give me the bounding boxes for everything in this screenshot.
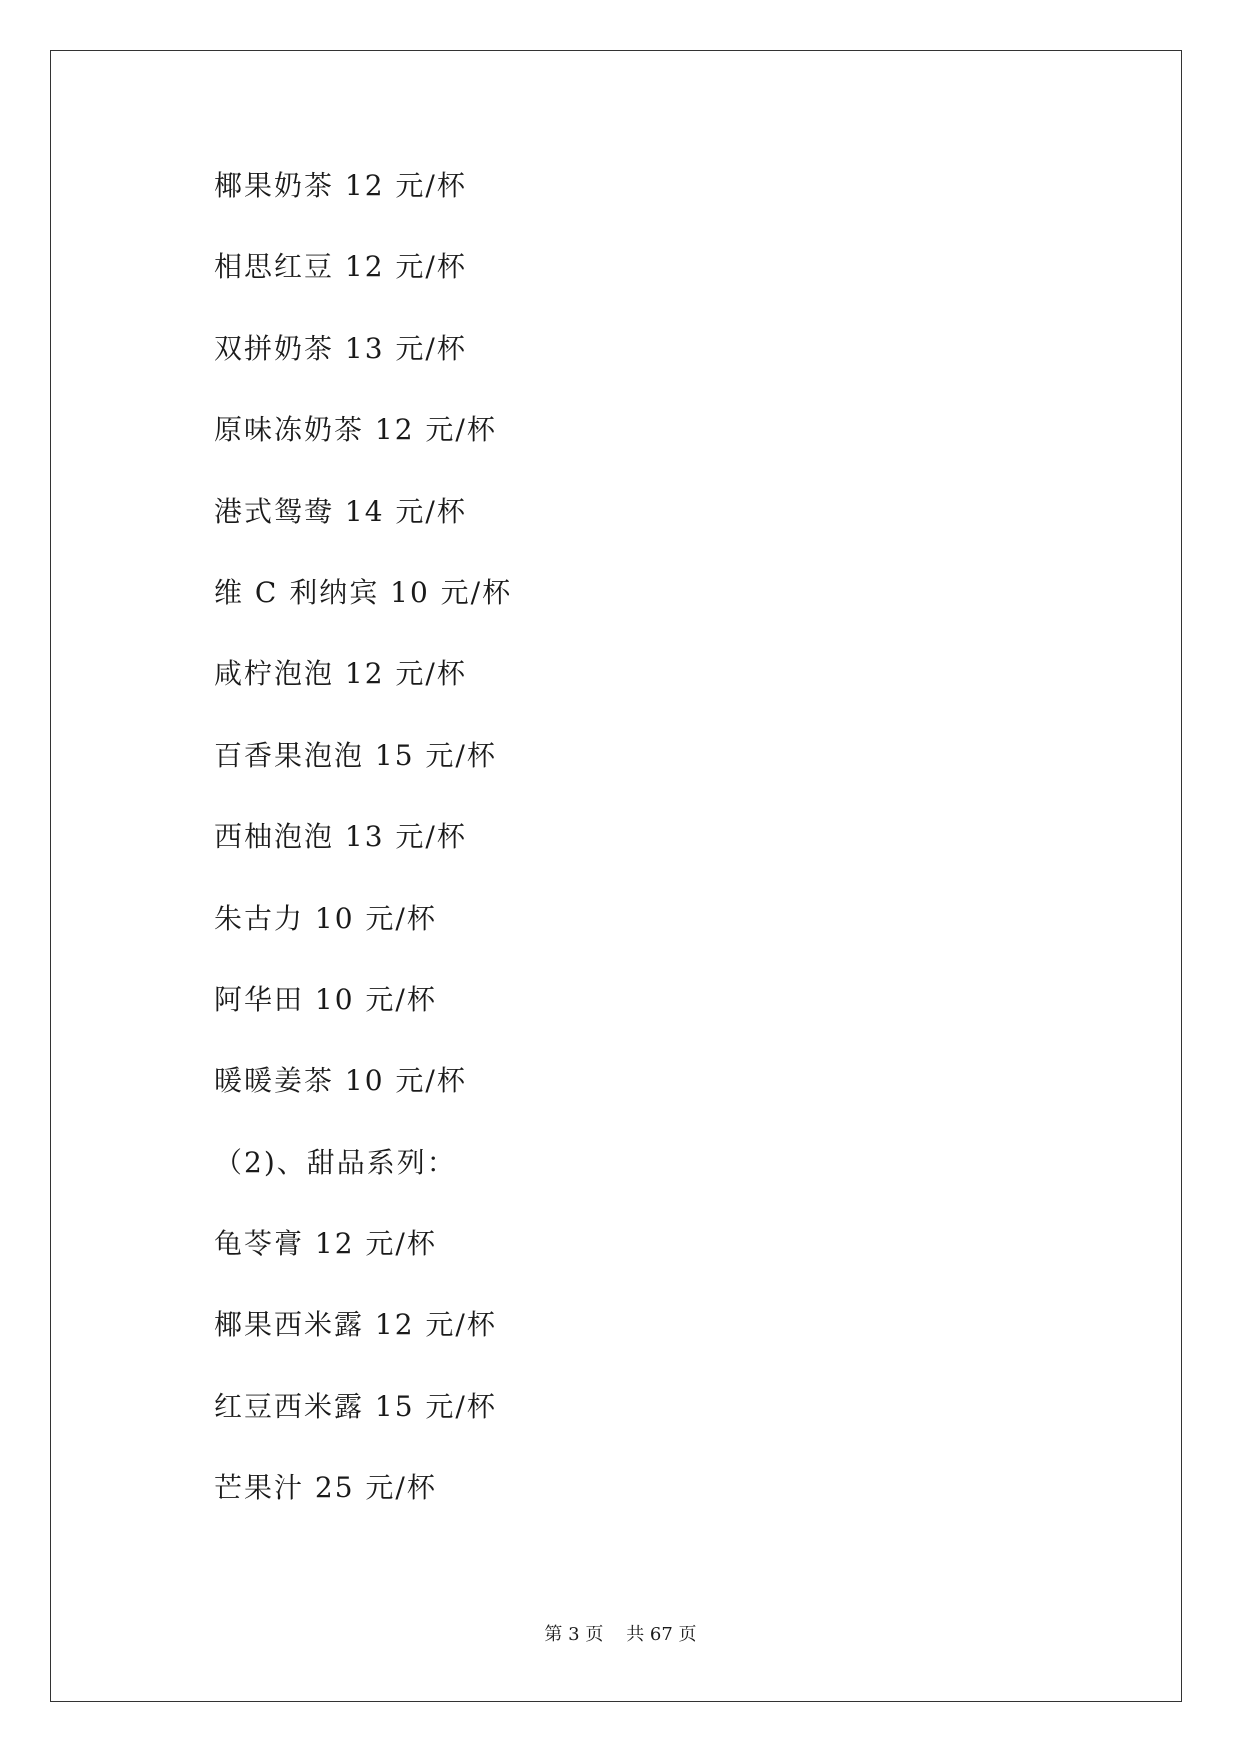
menu-list (214, 168, 512, 1552)
menu-line: 芒果汁 25 元/杯 (214, 1471, 437, 1505)
menu-line: 龟苓膏 12 元/杯 (214, 1227, 437, 1261)
menu-line: 椰果西米露 12 元/杯 (214, 1308, 497, 1342)
menu-line: 港式鸳鸯 14 元/杯 (214, 494, 467, 528)
menu-line: 维 C 利纳宾 10 元/杯 (214, 575, 513, 609)
menu-line: 椰果奶茶 12 元/杯 (214, 169, 467, 202)
menu-line: 相思红豆 12 元/杯 (214, 250, 467, 284)
menu-line: 原味冻奶茶 12 元/杯 (214, 413, 497, 447)
menu-line: 西柚泡泡 13 元/杯 (214, 820, 467, 854)
menu-line: 阿华田 10 元/杯 (214, 982, 437, 1016)
menu-line: 红豆西米露 15 元/杯 (214, 1389, 497, 1423)
menu-line: 百香果泡泡 15 元/杯 (214, 738, 497, 772)
menu-line: 暖暖姜茶 10 元/杯 (214, 1064, 467, 1098)
menu-line: 咸柠泡泡 12 元/杯 (214, 657, 467, 691)
menu-line: 双拼奶茶 13 元/杯 (214, 331, 467, 365)
menu-line: 朱古力 10 元/杯 (214, 901, 437, 935)
page-number: 第 3 页 共 67 页 (544, 1624, 697, 1645)
section-heading: （2)、甜品系列： (214, 1145, 457, 1179)
